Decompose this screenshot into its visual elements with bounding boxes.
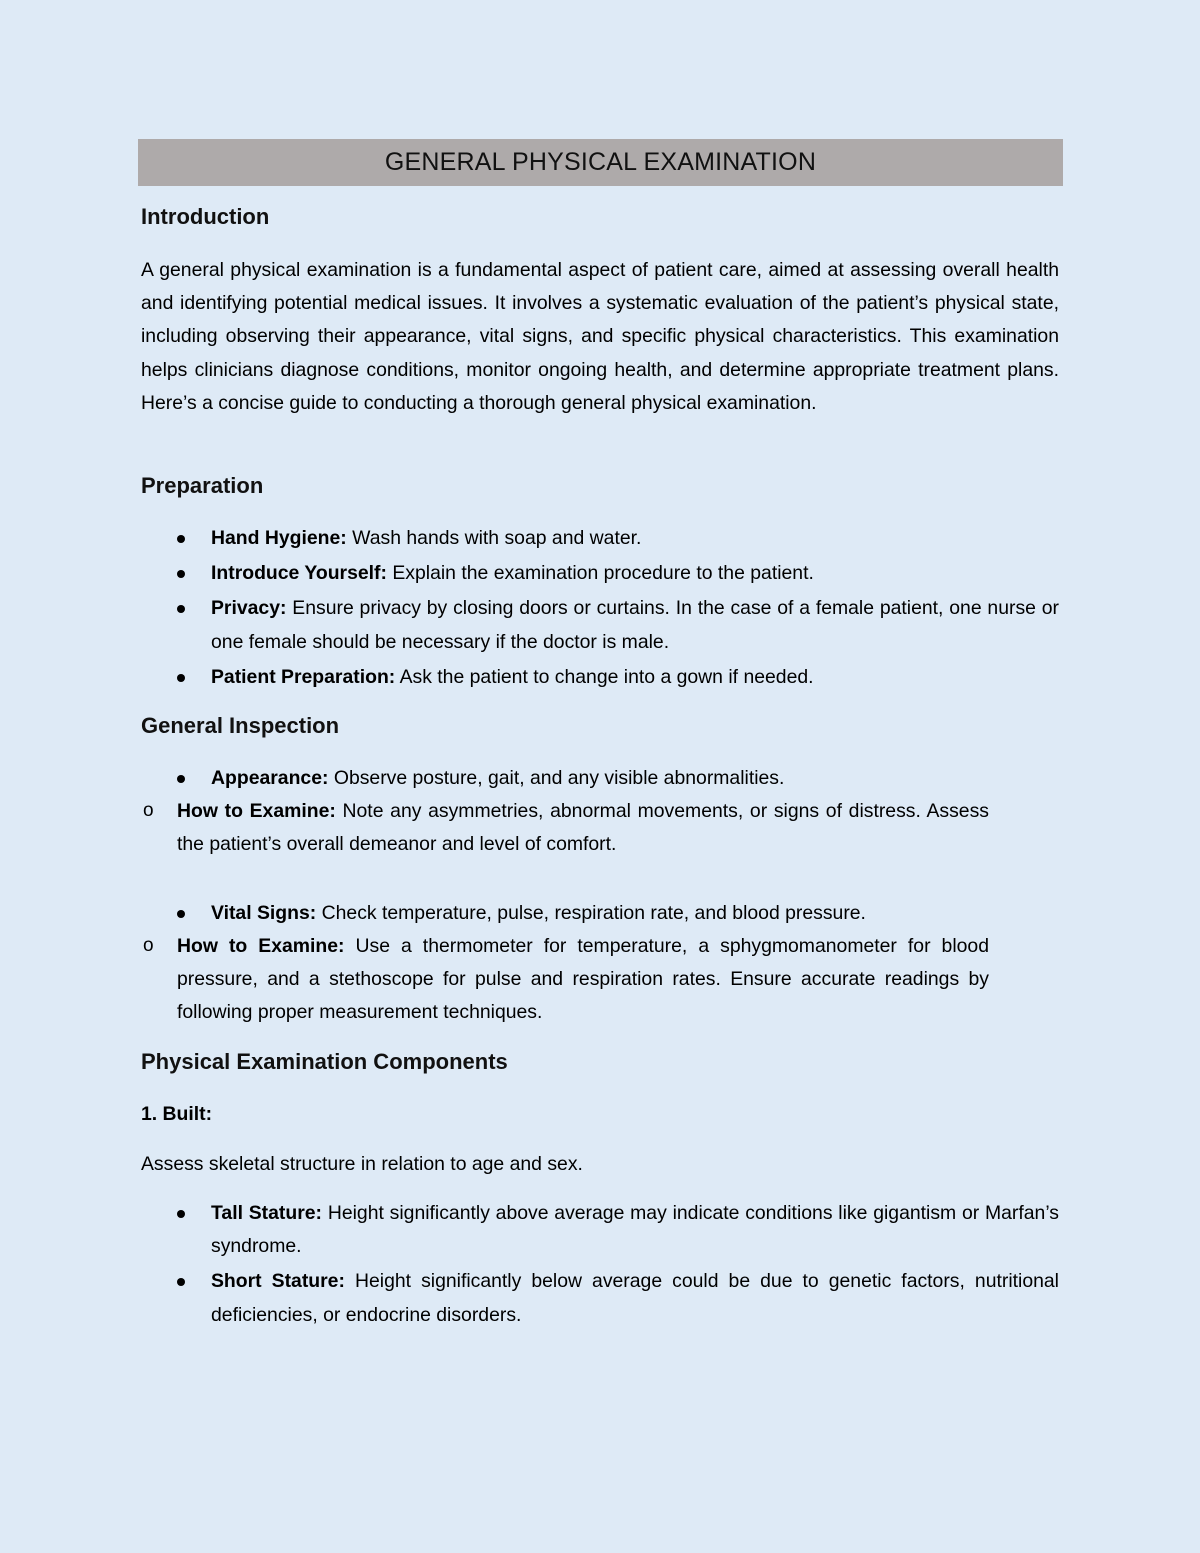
item-text: Explain the examination procedure to the patient. (386, 562, 814, 585)
preparation-list (141, 522, 1059, 694)
built-description: Assess skeletal structure in relation to age and sex. (141, 1153, 583, 1175)
list-item (141, 522, 1059, 555)
built-heading: 1. Built: (141, 1103, 213, 1125)
list-item (141, 1265, 1059, 1331)
sub-bullet-icon: o (143, 800, 154, 822)
bullet-icon (177, 570, 185, 578)
item-text: Observe posture, gait, and any visible abnormalities. (328, 767, 785, 789)
sub-item-text: Use a thermometer for temperature, a sphygmomanometer for blood pressure, and a stethoscope for pulse and respiration rates. Ensure accurate readings by following proper measurement techniques. (177, 934, 989, 1024)
list-item (141, 1197, 1059, 1263)
general-inspection-heading: General Inspection (141, 713, 340, 738)
bullet-icon (177, 674, 185, 682)
general-inspection-list (141, 762, 1059, 1029)
sub-list-item (71, 795, 989, 861)
components-heading: Physical Examination Components (141, 1049, 508, 1074)
item-text: Wash hands with soap and water. (346, 527, 642, 549)
document-title: GENERAL PHYSICAL EXAMINATION (384, 148, 817, 176)
bullet-icon (177, 535, 185, 543)
item-label: Patient Preparation: (211, 665, 396, 688)
bullet-icon (177, 775, 185, 783)
sub-item-label: How to Examine: (177, 934, 345, 957)
item-label: Hand Hygiene: (211, 527, 347, 549)
list-item (141, 592, 1059, 658)
sub-bullet-icon: o (143, 934, 154, 956)
item-label: Tall Stature: (211, 1202, 323, 1224)
bullet-icon (177, 605, 185, 613)
item-label: Privacy: (211, 597, 287, 620)
item-label: Short Stature: (211, 1270, 345, 1293)
list-item (141, 897, 1059, 930)
preparation-heading: Preparation (141, 473, 264, 498)
bullet-icon (177, 1210, 185, 1218)
bullet-icon (177, 910, 185, 918)
list-item (141, 557, 1059, 590)
item-text: Ask the patient to change into a gown if needed. (395, 665, 814, 688)
list-item (141, 661, 1059, 694)
sub-item-text: Note any asymmetries, abnormal movements, or signs of distress. Assess the patient’s overall demeanor and level of comfort. (177, 800, 989, 856)
introduction-paragraph: A general physical examination is a fundamental aspect of patient care, aimed at assessing overall health and identifying potential medical issues. It involves a systematic evaluation of the patient’s physical state, including observing their appearance, vital signs, and specific physical characteristics. This examination helps clinicians diagnose conditions, monitor ongoing health, and determine appropriate treatment plans. Here’s a concise guide to conducting a thorough general physical examination. (141, 259, 1059, 414)
sub-item-label: How to Examine: (177, 800, 336, 823)
components-list (141, 1197, 1059, 1332)
sub-list-item (71, 930, 989, 1030)
list-item (141, 762, 1059, 795)
item-text: Ensure privacy by closing doors or curtains. In the case of a female patient, one nurse or one female should be necessary if the doctor is male. (211, 597, 1059, 653)
title-banner (138, 139, 1063, 186)
item-label: Introduce Yourself: (211, 562, 387, 585)
bullet-icon (177, 1278, 185, 1286)
item-label: Vital Signs: (211, 901, 317, 924)
item-text: Height significantly below average could be due to genetic factors, nutritional deficiencies, or endocrine disorders. (211, 1270, 1059, 1326)
item-text: Height significantly above average may indicate conditions like gigantism or Marfan’s syndrome. (211, 1202, 1059, 1258)
introduction-heading: Introduction (141, 204, 270, 229)
item-text: Check temperature, pulse, respiration rate, and blood pressure. (316, 901, 866, 924)
item-label: Appearance: (211, 767, 329, 789)
